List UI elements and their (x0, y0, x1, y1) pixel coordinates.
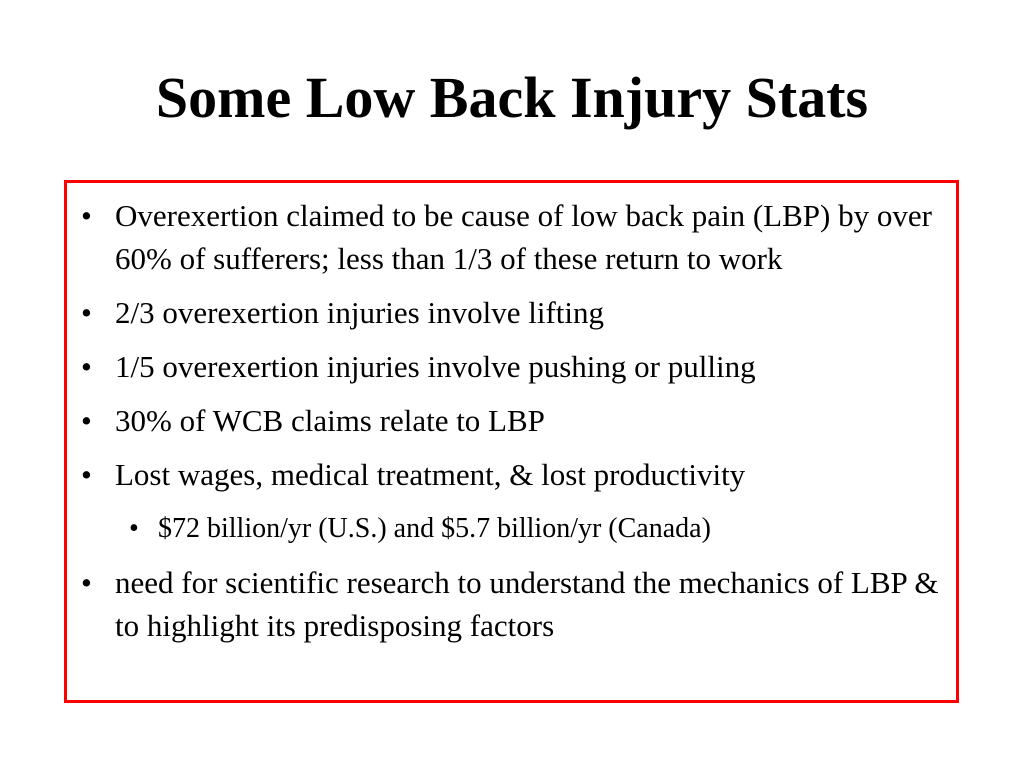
bullet-text: 2/3 overexertion injuries involve lifting (115, 295, 605, 330)
bullet-marker: • (81, 565, 92, 600)
bullet-item (67, 194, 945, 280)
bullet-marker: • (81, 349, 92, 384)
content-box (64, 180, 959, 703)
bullet-marker: • (81, 403, 92, 438)
bullet-item (67, 453, 945, 496)
sub-bullet-marker: • (129, 513, 139, 544)
bullet-marker: • (81, 457, 92, 492)
bullet-item (67, 345, 945, 388)
sub-bullet-text: $72 billion/yr (U.S.) and $5.7 billion/yr (Canada) (158, 513, 711, 544)
bullet-list (67, 194, 958, 658)
bullet-text: 30% of WCB claims relate to LBP (115, 403, 545, 438)
bullet-marker: • (81, 198, 92, 233)
bullet-item (67, 291, 945, 334)
bullet-text: 1/5 overexertion injuries involve pushing or pulling (115, 349, 756, 384)
bullet-text: need for scientific research to understand the mechanics of LBP & to highlight its predisposing factors (115, 565, 939, 643)
bullet-marker: • (81, 295, 92, 330)
bullet-item (67, 561, 945, 647)
bullet-item (67, 399, 945, 442)
slide-title: Some Low Back Injury Stats (155, 65, 869, 130)
bullet-text: Lost wages, medical treatment, & lost productivity (115, 457, 746, 492)
sub-bullet-item (67, 507, 958, 550)
bullet-text: Overexertion claimed to be cause of low back pain (LBP) by over 60% of sufferers; less than 1/3 of these return to work (115, 198, 932, 276)
